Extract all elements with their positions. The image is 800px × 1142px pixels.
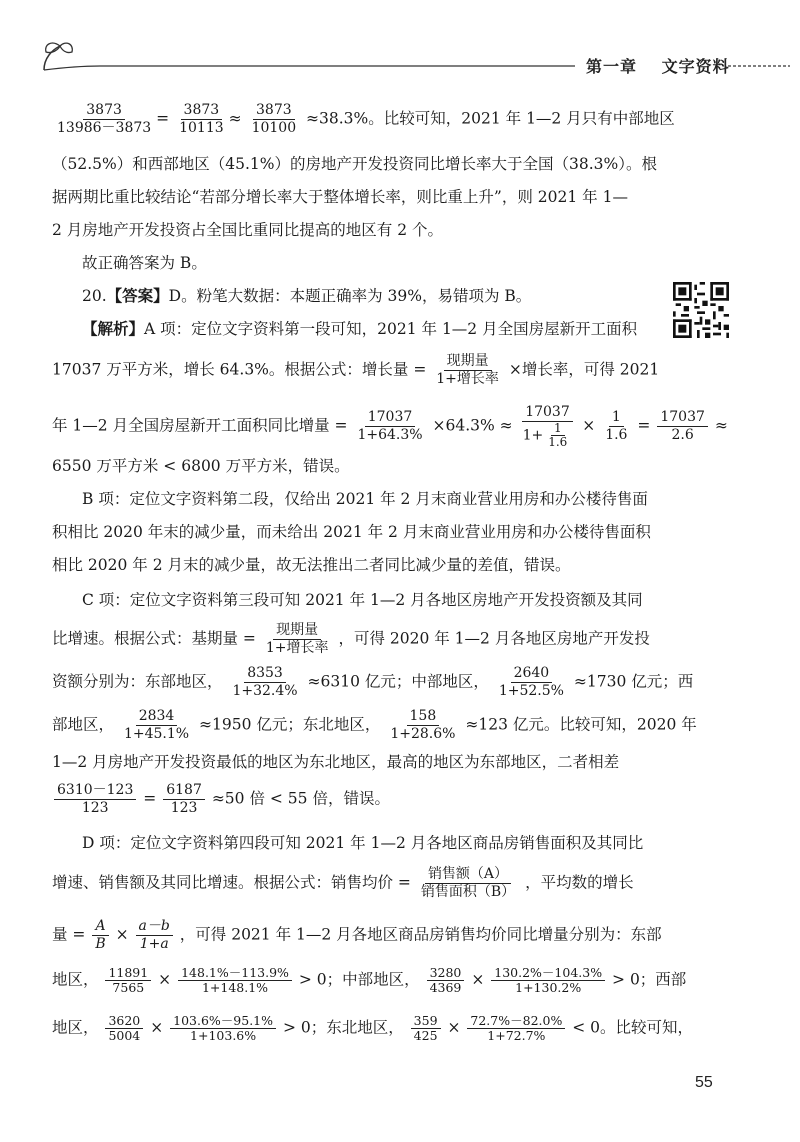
fraction: $\frac{\text{销售额（A）}}{\text{销售面积（B）}}$ [420,866,516,900]
nested-fraction: 17037 1+ $\frac{1}{1.6}$ [520,404,576,449]
analysis-label: 【解析】 [82,319,145,338]
text-line: 积相比 2020 年末的减少量，而未给出 2021 年 2 月末商业营业用房和办公楼待售面积 [52,523,651,541]
text-line: D 项：定位文字资料第四段可知 2021 年 1—2 月各地区商品房销售面积及其同比 [82,834,644,852]
text-line: $\frac{3873}{13986-3873}$ = $\frac{3873}{10113}$ ≈ $\frac{3873}{10100}$ ≈38.3%。比较可知，2021 年 1—2 月只有中部地区 [52,102,675,137]
fraction: $\frac{\text{现期量}}{\text{1+增长率}}$ [436,353,499,387]
page-number: 55 [695,1074,713,1091]
fraction: $\frac{6187}{123}$ [163,782,205,817]
text-line: 相比 2020 年 2 月末的减少量，故无法推出二者同比减少量的差值，错误。 [52,556,571,574]
fraction: $\frac{359}{425}$ [411,1014,441,1043]
answer-label: 【答案】 [106,286,169,305]
text-line: B 项：定位文字资料第二段，仅给出 2021 年 2 月末商业营业用房和办公楼待售面 [82,490,648,508]
text-line: 【解析】A 项：定位文字资料第一段可知，2021 年 1—2 月全国房屋新开工面积 [82,319,638,338]
page-header [0,0,800,84]
fraction: $\frac{3873}{10100}$ [251,102,297,136]
fraction: $\frac{3280}{4369}$ [427,966,465,995]
fraction: $\frac{1}{1.6}$ [605,409,628,443]
text-line: C 项：定位文字资料第三段可知 2021 年 1—2 月各地区房地产开发投资额及其同 [82,591,643,609]
text-line: 量 = $\frac{A}{B}$ × $\frac{a-b}{1+a}$ ，可得 2021 年 1—2 月各地区商品房销售均价同比增量分别为：东部 [52,918,662,952]
text-line: 2 月房地产开发投资占全国比重同比提高的地区有 2 个。 [52,221,444,239]
fraction: $\frac{3873}{10113}$ [179,102,224,136]
fraction: $\frac{72.7\%-82.0\%}{1+72.7\%}$ [467,1014,565,1043]
fraction: $\frac{130.2\%-104.3\%}{1+130.2\%}$ [491,966,605,995]
fraction: $\frac{17037}{1+64.3\%}$ [357,409,423,443]
leaf-icon [44,43,72,70]
fraction: $\frac{158}{1+28.6\%}$ [390,708,456,742]
text-line: 地区， $\frac{3620}{5004}$ × $\frac{103.6\%-95.1\%}{1+103.6\%}$ > 0；东北地区， $\frac{359}{425}$ × $\frac{72.7\%-82.0\%}{1+72.7\%}$ < 0。比较可知， [52,1013,694,1043]
text-line: 据两期比重比较结论“若部分增长率大于整体增长率，则比重上升”，则 2021 年 1— [52,188,628,206]
text-line: 年 1—2 月全国房屋新开工面积同比增量 = $\frac{17037}{1+64.3\%}$ ×64.3% ≈ 17037 1+ $\frac{1}{1.6}$ × $\frac{1}{1.6}$ = $\frac{17037}{2.6}$ ≈ [52,404,728,449]
text-line: 6550 万平方米 < 6800 万平方米，错误。 [52,457,350,475]
text-line: 比增速。根据公式：基期量 = $\frac{\text{现期量}}{\text{1+增长率}}$ ，可得 2020 年 1—2 月各地区房地产开发投 [52,622,650,656]
text-line: 部地区， $\frac{2834}{1+45.1\%}$ ≈1950 亿元；东北地区， $\frac{158}{1+28.6\%}$ ≈123 亿元。比较可知，2020 年 [52,708,697,742]
text-line: 17037 万平方米，增长 64.3%。根据公式：增长量 = $\frac{\text{现期量}}{\text{1+增长率}}$ ×增长率，可得 2021 [52,353,660,387]
text-line: 增速、销售额及其同比增速。根据公式：销售均价 = $\frac{\text{销售额（A）}}{\text{销售面积（B）}}$ ，平均数的增长 [52,866,634,900]
answer-conclusion: 故正确答案为 B。 [82,254,207,272]
text-line: $\frac{6310-123}{123}$ = $\frac{6187}{123}$ ≈50 倍 < 55 倍，错误。 [52,782,390,817]
fraction: $\frac{8353}{1+32.4\%}$ [232,665,298,699]
fraction: $\frac{A}{B}$ [92,918,108,953]
question-20-answer: 20.【答案】D。粉笔大数据：本题正确率为 39%，易错项为 B。 [82,286,532,305]
fraction: $\frac{2834}{1+45.1\%}$ [123,708,190,742]
text-line: 地区， $\frac{11891}{7565}$ × $\frac{148.1\%-113.9\%}{1+148.1\%}$ > 0；中部地区， $\frac{3280}{4369}$ × $\frac{130.2\%-104.3\%}{1+130.2\%}$ > 0；西部 [52,965,687,995]
fraction: $\frac{103.6\%-95.1\%}{1+103.6\%}$ [170,1014,276,1043]
fraction: $\frac{2640}{1+52.5\%}$ [498,665,564,699]
qr-code[interactable] [673,282,729,338]
fraction: $\frac{11891}{7565}$ [105,966,151,995]
fraction: $\frac{\text{现期量}}{\text{1+增长率}}$ [265,622,329,656]
fraction: $\frac{17037}{2.6}$ [657,409,708,444]
text-line: （52.5%）和西部地区（45.1%）的房地产开发投资同比增长率大于全国（38.3%）。根 [52,155,657,173]
text-line: 资额分别为：东部地区， $\frac{8353}{1+32.4\%}$ ≈6310 亿元；中部地区， $\frac{2640}{1+52.5\%}$ ≈1730 亿元；西 [52,665,694,699]
fraction: $\frac{6310-123}{123}$ [54,782,136,817]
fraction: $\frac{3873}{13986-3873}$ [57,102,152,136]
fraction: $\frac{3620}{5004}$ [105,1014,143,1043]
text-line: 1—2 月房地产开发投资最低的地区为东北地区，最高的地区为东部地区，二者相差 [52,753,620,771]
chapter-label: 第一章 [586,57,638,76]
section-label: 文字资料 [661,57,730,76]
fraction: $\frac{a-b}{1+a}$ [136,918,173,953]
fraction: $\frac{148.1\%-113.9\%}{1+148.1\%}$ [178,966,292,995]
